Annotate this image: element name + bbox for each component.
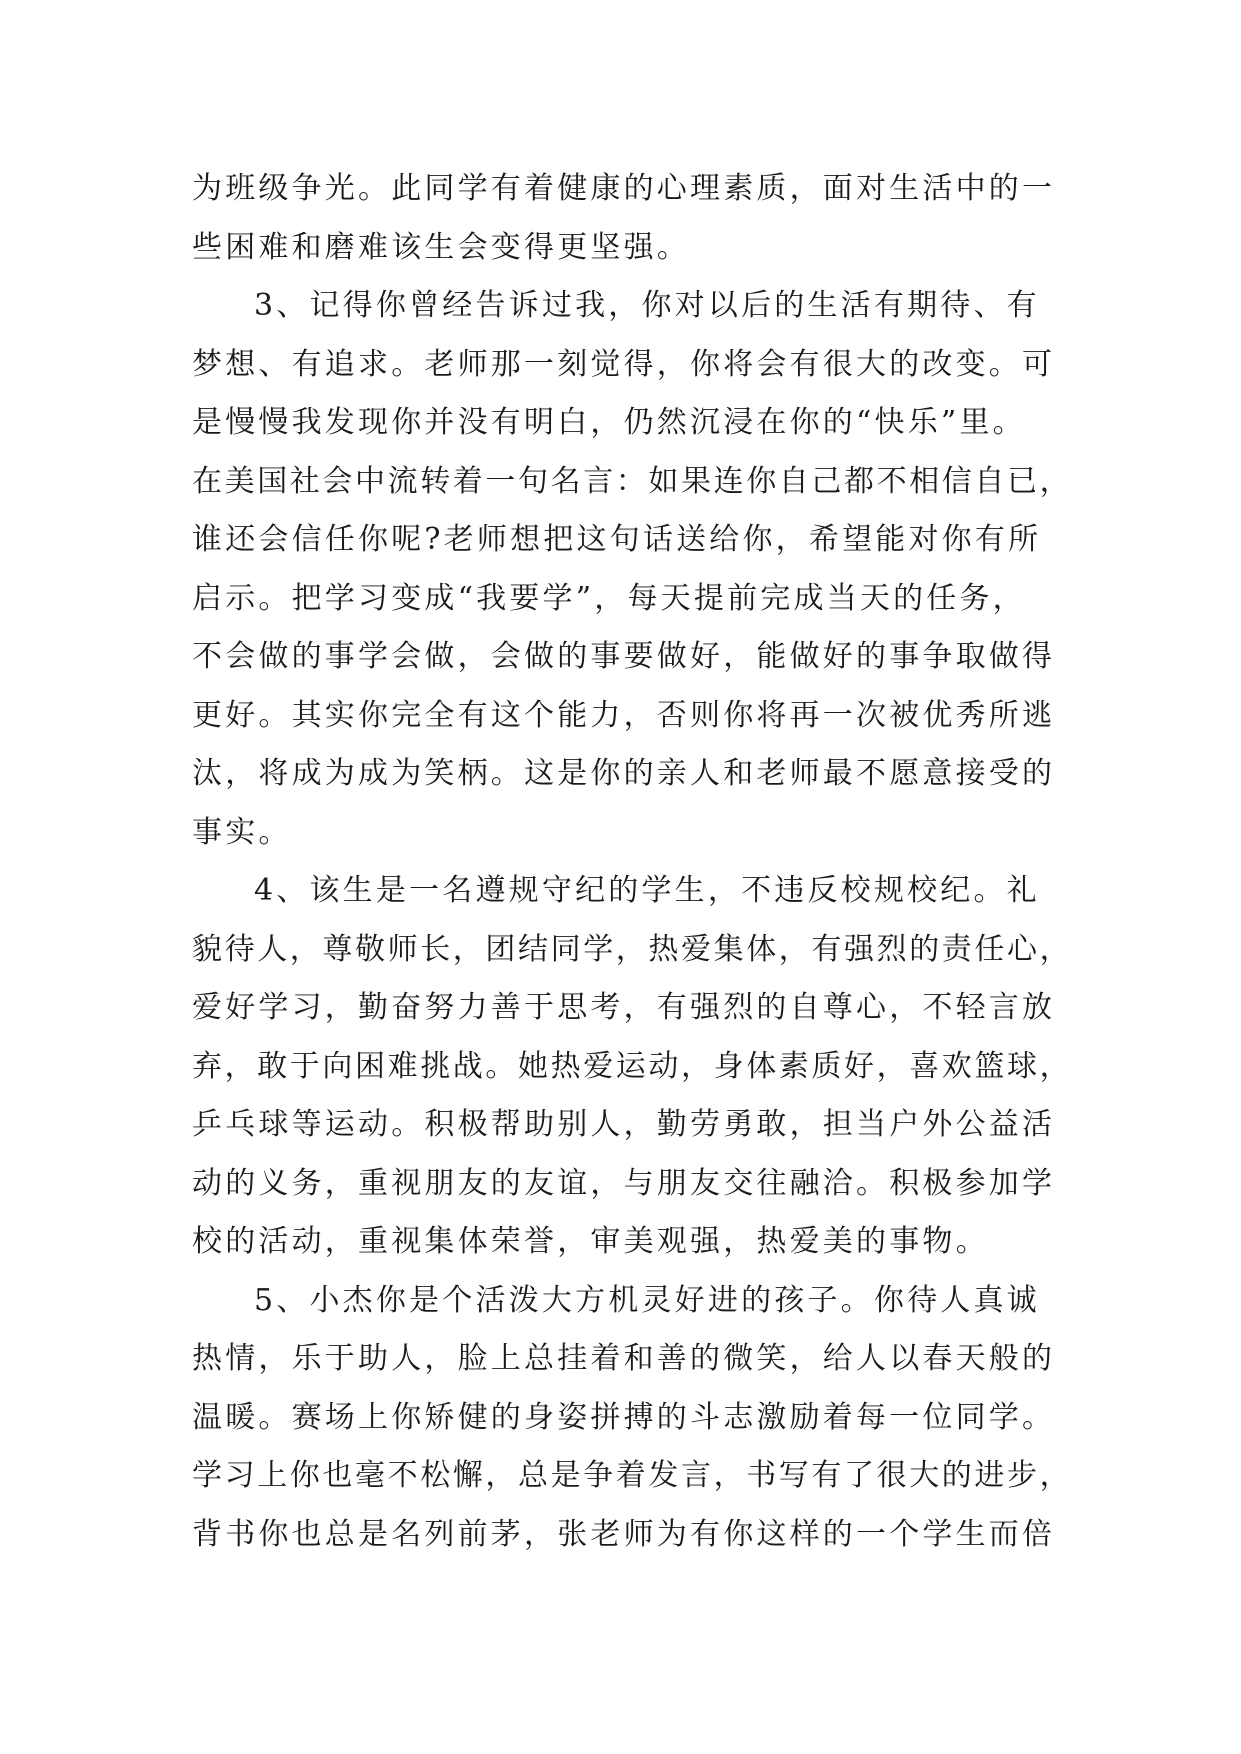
text-line: 背书你也总是名列前茅，张老师为有你这样的一个学生而倍 (192, 1516, 1056, 1552)
body-text (192, 160, 1072, 1564)
text-line: 梦想、有追求。老师那一刻觉得，你将会有很大的改变。可 (192, 346, 1056, 382)
text-line: 貌待人，尊敬师长，团结同学，热爱集体，有强烈的责任心， (192, 931, 1073, 967)
text-line: 热情，乐于助人，脸上总挂着和善的微笑，给人以春天般的 (192, 1341, 1056, 1376)
paragraph-start-line: 5、小杰你是个活泼大方机灵好进的孩子。你待人真诚 (254, 1282, 1040, 1318)
text-line: 些困难和磨难该生会变得更坚强。 (192, 229, 690, 265)
paragraph-start-line: 3、记得你曾经告诉过我，你对以后的生活有期待、有 (254, 288, 1040, 323)
text-line: 事实。 (192, 814, 292, 850)
text-line: 谁还会信任你呢?老师想把这句话送给你，希望能对你有所 (192, 522, 1042, 557)
text-line: 更好。其实你完全有这个能力，否则你将再一次被优秀所逃 (192, 697, 1056, 733)
text-line: 温暖。赛场上你矫健的身姿拼搏的斗志激励着每一位同学。 (192, 1399, 1056, 1435)
text-line: 启示。把学习变成“我要学”，每天提前完成当天的任务， (192, 580, 1026, 616)
text-line: 动的义务，重视朋友的友谊，与朋友交往融洽。积极参加学 (192, 1165, 1056, 1201)
text-line: 校的活动，重视集体荣誉，审美观强，热爱美的事物。 (192, 1224, 989, 1259)
text-line: 弃，敢于向困难挑战。她热爱运动，身体素质好，喜欢篮球， (192, 1048, 1073, 1084)
text-line: 是慢慢我发现你并没有明白，仍然沉浸在你的“快乐”里。 (192, 405, 1026, 440)
text-line: 不会做的事学会做，会做的事要做好，能做好的事争取做得 (192, 639, 1056, 674)
paragraph-start-line: 4、该生是一名遵规守纪的学生，不违反校规校纪。礼 (254, 873, 1040, 908)
text-line: 在美国社会中流转着一句名言：如果连你自己都不相信自已， (192, 463, 1073, 499)
text-line: 乒乓球等运动。积极帮助别人，勤劳勇敢，担当户外公益活 (192, 1107, 1056, 1142)
text-line: 爱好学习，勤奋努力善于思考，有强烈的自尊心，不轻言放 (192, 990, 1056, 1025)
text-line: 学习上你也毫不松懈，总是争着发言，书写有了很大的进步， (192, 1458, 1073, 1493)
text-line: 汰，将成为成为笑柄。这是你的亲人和老师最不愿意接受的 (192, 756, 1056, 791)
text-line: 为班级争光。此同学有着健康的心理素质，面对生活中的一 (192, 171, 1056, 206)
